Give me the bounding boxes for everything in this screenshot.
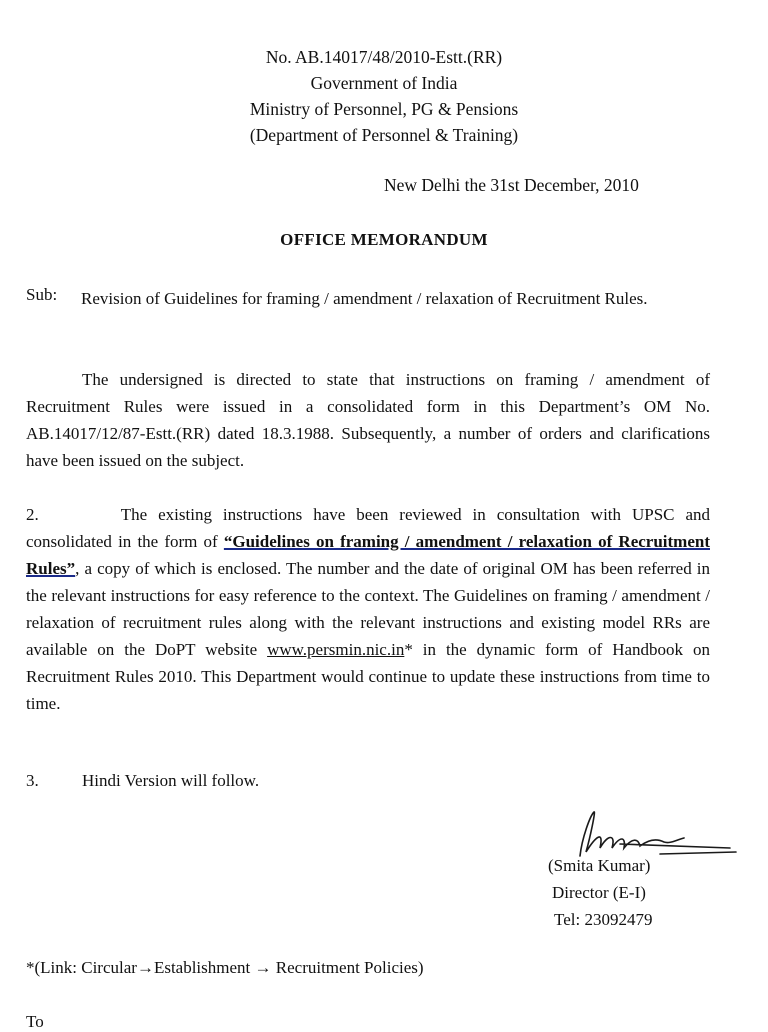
document-title: OFFICE MEMORANDUM <box>280 230 488 249</box>
addressee-label: To <box>26 1012 44 1031</box>
paragraph-2-end: * in the dynamic form of Handbook on Recruitment Rules 2010. This Department would continue to update these instructions from time to time. <box>26 640 710 713</box>
paragraph-2-intro: The existing instructions have been reviewed in consultation with UPSC and consolidated in the form of <box>26 505 710 551</box>
signature-block <box>548 852 652 933</box>
paragraph-2-body: , a copy of which is enclosed. The number and the date of original OM has been referred in the relevant instructions for easy reference to the context. The Guidelines on framing / amendment / relaxation of recruitment rules along with the relevant instructions and existing model RRs are available on the DoPT website <box>26 559 710 659</box>
reference-number: No. AB.14017/48/2010-Estt.(RR) <box>265 47 503 67</box>
signatory-telephone: Tel: 23092479 <box>554 910 653 929</box>
footnote-link-path: *(Link: Circular→Establishment → Recruitment Policies) <box>26 958 424 977</box>
subject-text: Revision of Guidelines for framing / amendment / relaxation of Recruitment Rules. <box>81 289 648 308</box>
paragraph-3-number: 3. <box>26 771 39 790</box>
signatory-name: (Smita Kumar) <box>548 856 651 875</box>
paragraph-1: The undersigned is directed to state that instructions on framing / amendment of Recruitment Rules were issued in a consolidated form in this Department’s OM No. AB.14017/12/87-Estt.(RR) dated 18.3.1988. Subsequently, a number of orders and clarifications have been issued on the subject. <box>26 370 710 470</box>
government-line: Government of India <box>310 73 458 93</box>
guidelines-title: “Guidelines on framing / amendment / relaxation of Recruitment Rules” <box>26 532 710 578</box>
letterhead <box>0 44 768 148</box>
paragraph-3-text: Hindi Version will follow. <box>82 771 260 790</box>
dopt-website-link[interactable]: www.persmin.nic.in <box>267 640 405 659</box>
ministry-line: Ministry of Personnel, PG & Pensions <box>249 99 519 119</box>
issue-date: New Delhi the 31st December, 2010 <box>384 175 639 195</box>
subject-label: Sub: <box>26 285 58 304</box>
signatory-designation: Director (E-I) <box>552 883 646 902</box>
department-line: (Department of Personnel & Training) <box>249 125 519 145</box>
paragraph-2-number: 2. <box>26 505 39 524</box>
paragraph-2 <box>26 501 710 717</box>
